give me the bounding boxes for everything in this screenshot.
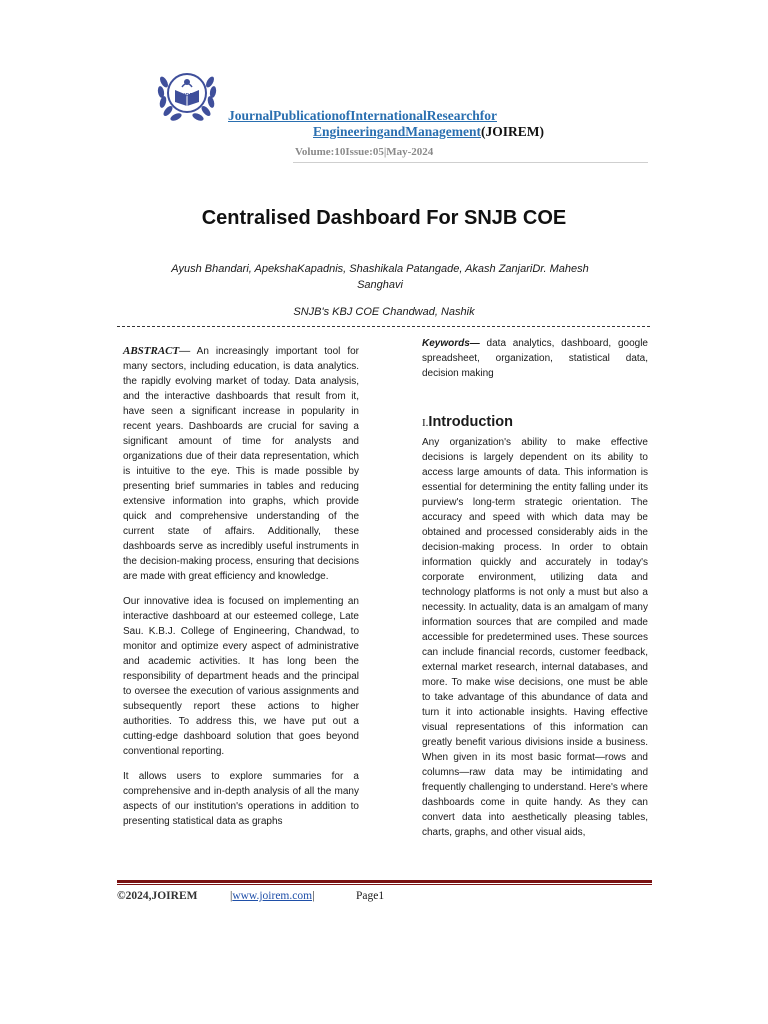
journal-name-line1[interactable]: JournalPublicationofInternationalResearchfor — [228, 108, 497, 123]
introduction-heading — [422, 415, 648, 431]
footer-separator-right: | — [312, 890, 315, 902]
footer-rule-thin — [117, 884, 652, 885]
abstract-paragraph-2: Our innovative idea is focused on implementing an interactive dashboard at our esteemed college, Late Sau. K.B.J. College of Engineering, Chandwad, to monitor and optimize every aspect of administrative and academic activities. It has long been the responsibility of department heads and the principal to oversee the execution of various assignments and subsequently report these actions to higher authorities. To address this, we have put out a cutting-edge dashboard solution that goes beyond conventional reporting. — [123, 596, 359, 757]
footer-rule-thick — [117, 880, 652, 883]
footer-separator-left: | — [230, 890, 233, 902]
journal-name-link[interactable]: EngineeringandManagement — [313, 124, 482, 139]
abstract-label: ABSTRACT— — [123, 345, 191, 357]
abstract-text-1: An increasingly important tool for many sectors, including education, is data analytics. the rapidly evolving market of today. Data analysis, and the interactive dashboards that result from it, have seen a significant increase in popularity in recent years. Dashboards are crucial for saving a significant amount of time for analysts and organizations due of their data representation, which is intuitive to the eye. This is made possible by presenting brief summaries in tables and reducing extensive information into graphs, which provide quick and comprehensive understanding of the current state of affairs. Additionally, these dashboards serve as incredibly useful instruments in the decision-making process, ensuring that decisions are made with great efficiency and knowledge. — [123, 346, 359, 582]
paper-affiliation: SNJB's KBJ COE Chandwad, Nashik — [293, 306, 475, 318]
section-number: I. — [422, 417, 429, 429]
abstract-paragraph-3: It allows users to explore summaries for a comprehensive and in-depth analysis of all the many aspects of our institution's operations in addition to presenting statistical data as graphs — [123, 771, 359, 827]
header-divider — [293, 162, 648, 163]
journal-abbreviation: (JOIREM) — [481, 124, 545, 139]
logo-text: JOIREM — [175, 93, 199, 99]
paper-authors: Ayush Bhandari, ApekshaKapadnis, Shashikala Patangade, Akash ZanjariDr. Mahesh Sanghavi — [171, 263, 589, 291]
introduction-body: Any organization's ability to make effective decisions is largely dependent on its ability to access large amounts of data. This information is essential for determining the entity falling under its purview's long-term strategic orientation. The accuracy and speed with which data may be obtained and processed considerably aids in the decision-making process. In order to obtain information quickly and accurately in today's corporate environment, utilizing data and technology platforms is not only a must but also a necessity. In actuality, data is an amalgam of many information sources that are compiled and made accessible for predetermined uses. These sources can include financial records, customer feedback, external market research, internal databases, and more. To make wise decisions, one must be able to take advantage of this abundance of data and turn it into actionable insights. Having effective visual representations of this information can greatly benefit various divisions inside a business. When given in its most basic format—rows and columns—raw data may be intimidating and frequently challenging to understand. Here's where dashboards come in quite handy. As they can convert data into aesthetically pleasing tables, charts, graphs, and other visual aids, — [422, 437, 648, 838]
journal-name-line2 — [313, 124, 544, 140]
footer-copyright: ©2024,JOIREM — [117, 890, 198, 902]
keywords-text: data analytics, dashboard, google spreadsheet, organization, statistical data, decision making — [422, 338, 648, 379]
paper-title: Centralised Dashboard For SNJB COE — [201, 207, 567, 229]
footer-website-link[interactable]: www.joirem.com — [232, 890, 313, 902]
volume-issue: Volume:10Issue:05|May-2024 — [295, 146, 434, 158]
footer-website — [230, 890, 314, 902]
section-title: Introduction — [428, 414, 513, 430]
keywords-label: Keywords— — [422, 338, 480, 349]
footer-page-number: Page1 — [356, 890, 385, 902]
section-divider — [117, 326, 650, 327]
abstract-column — [123, 344, 359, 839]
keywords-paragraph — [422, 336, 648, 381]
right-column — [422, 336, 648, 840]
abstract-paragraph-1 — [123, 344, 359, 584]
